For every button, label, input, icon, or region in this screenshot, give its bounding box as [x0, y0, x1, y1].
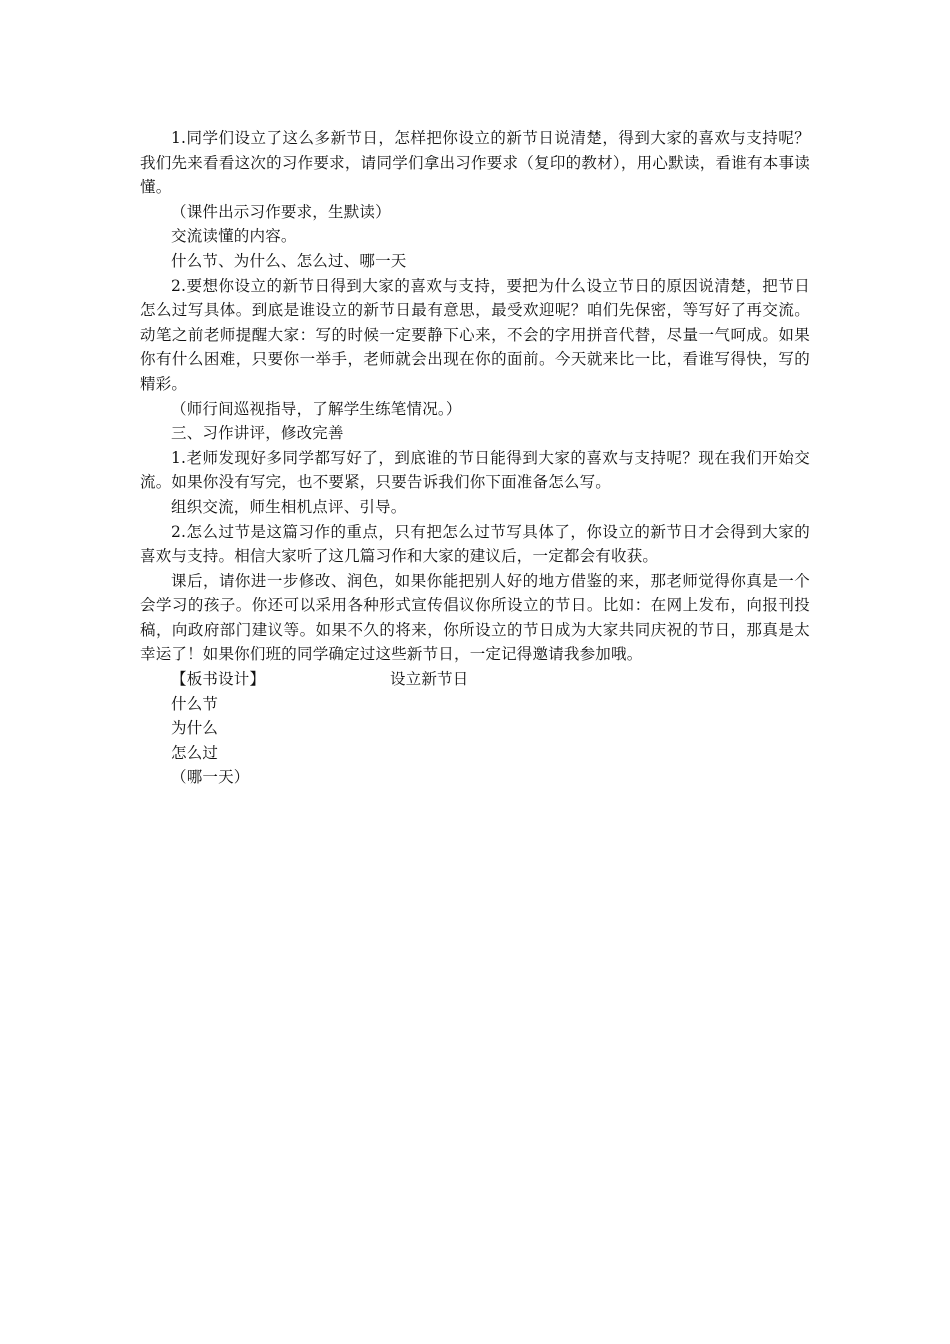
paragraph: （课件出示习作要求，生默读） — [171, 202, 391, 221]
board-item: （哪一天） — [171, 768, 250, 787]
paragraph: 1.老师发现好多同学都写好了，到底谁的节日能得到大家的喜欢与支持呢？现在我们开始交流。如果你没有写完，也不要紧，只要告诉我们你下面准备怎么写。 — [140, 448, 810, 492]
board-design-title: 设立新节日 — [390, 670, 469, 689]
board-item: 怎么过 — [171, 743, 219, 762]
section-heading: 三、习作讲评，修改完善 — [171, 424, 344, 443]
board-item: 什么节 — [171, 694, 219, 713]
paragraph: 交流读懂的内容。 — [171, 227, 297, 246]
document-body — [140, 126, 810, 790]
board-design-label: 【板书设计】 — [171, 670, 266, 689]
paragraph: 组织交流，师生相机点评、引导。 — [171, 497, 407, 516]
paragraph: 什么节、为什么、怎么过、哪一天 — [171, 251, 407, 270]
paragraph: （师行间巡视指导，了解学生练笔情况。） — [171, 399, 462, 418]
board-design-header — [140, 667, 810, 692]
board-item: 为什么 — [171, 719, 219, 738]
paragraph: 2.要想你设立的新节日得到大家的喜欢与支持，要把为什么设立节日的原因说清楚，把节日怎么过写具体。到底是谁设立的新节日最有意思，最受欢迎呢？咱们先保密，等写好了再交流。动笔之前老师提醒大家：写的时候一定要静下心来，不会的字用拼音代替，尽量一气呵成。如果你有什么困难，只要你一举手，老师就会出现在你的面前。今天就来比一比，看谁写得快，写的精彩。 — [140, 276, 810, 393]
paragraph: 课后，请你进一步修改、润色，如果你能把别人好的地方借鉴的来，那老师觉得你真是一个会学习的孩子。你还可以采用各种形式宣传倡议你所设立的节日。比如：在网上发布，向报刊投稿，向政府部门建议等。如果不久的将来，你所设立的节日成为大家共同庆祝的节日，那真是太幸运了！如果你们班的同学确定过这些新节日，一定记得邀请我参加哦。 — [140, 571, 810, 664]
paragraph: 1.同学们设立了这么多新节日，怎样把你设立的新节日说清楚，得到大家的喜欢与支持呢？我们先来看看这次的习作要求，请同学们拿出习作要求（复印的教材），用心默读，看谁有本事读懂。 — [140, 129, 810, 197]
paragraph: 2.怎么过节是这篇习作的重点，只有把怎么过节写具体了，你设立的新节日才会得到大家的喜欢与支持。相信大家听了这几篇习作和大家的建议后，一定都会有收获。 — [140, 522, 810, 566]
